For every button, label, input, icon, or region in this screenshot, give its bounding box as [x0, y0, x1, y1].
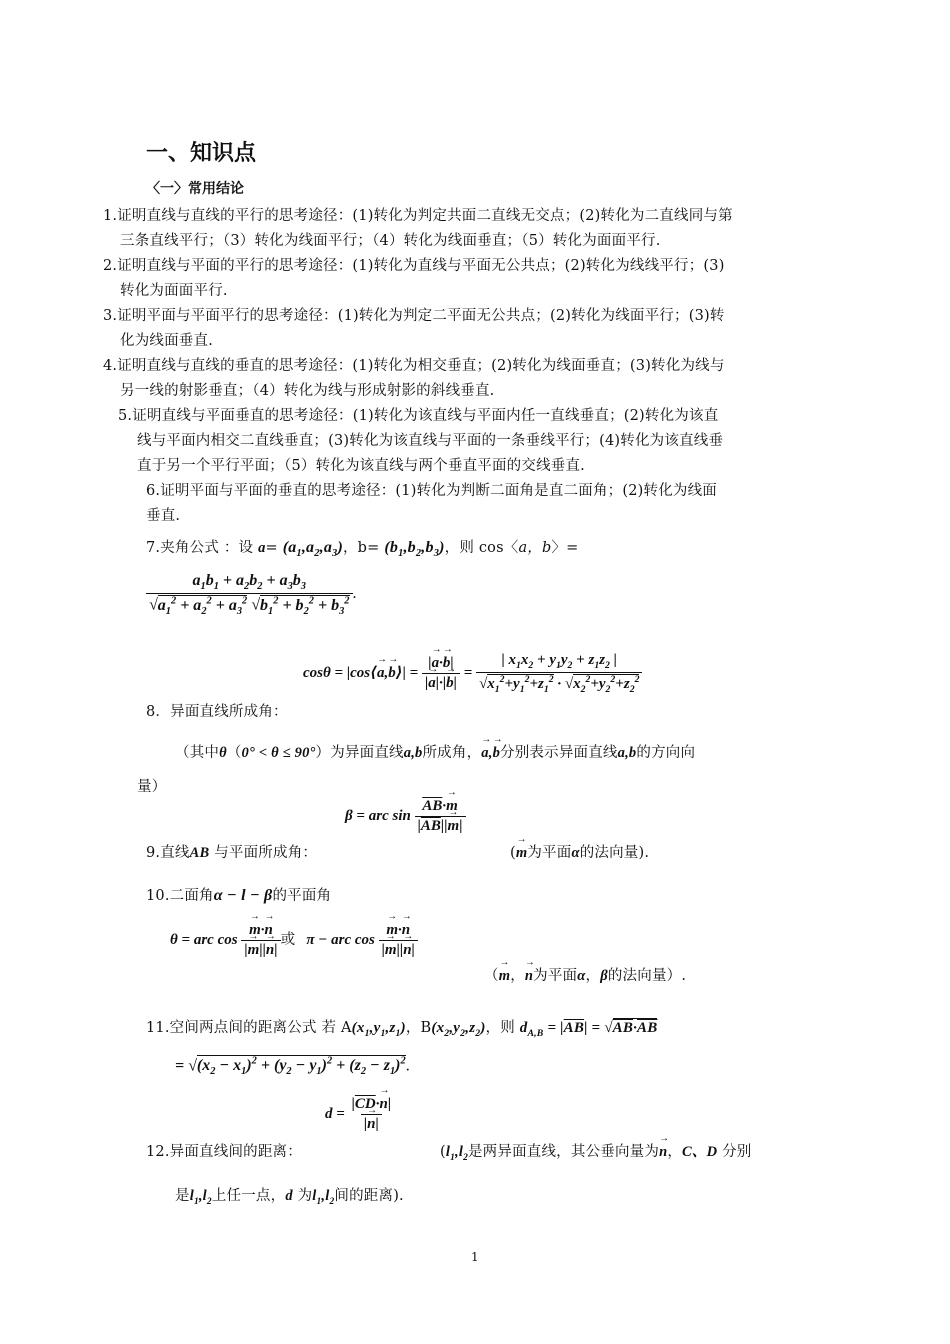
item-12-note: ($l_1,l_2$是两异面直线，其公垂向量为→ n，C、D 分别	[440, 1140, 752, 1163]
item-10-note: （→ m，→ n为平面α，β的法向量）.	[484, 964, 686, 985]
angle-formula: cosθ = |cos⟨→ a,→ b⟩| = $\frac{|\to a\cdot\to b|}{|\to a|\cdot|\to b|}$ = $\frac{| x_1x_2 + y_1y_2 + z_1z_2 |}{√x_1^2+y_1^2+z_1^2 \cdot √x_2^2+y_2^2+z_2^2}$	[303, 652, 642, 695]
item-7-line: 7.夹角公式 ：设 $a= (a_1,a_2,a_3)$，$b= (b_1,b_2,b_3)$，则 cos〈a，b〉=	[146, 539, 579, 560]
item-9-note: (→ m为平面α的法向量).	[510, 841, 649, 862]
item-6-line2: 垂直.	[146, 508, 181, 524]
item-9-line: 9.直线AB 与平面所成角：	[146, 845, 318, 861]
item-2-line2: 转化为面面平行.	[120, 283, 228, 299]
section-heading: 〈一〉常用结论	[146, 181, 244, 197]
item-3-line1: 3.证明平面与平面平行的思考途径：(1)转化为判定二平面无公共点；(2)转化为线面平行；(3)转	[103, 308, 725, 324]
cos-formula: $\frac{a_1b_1 + a_2b_2 + a_3b_3}{√a_1^2 + a_2^2 + a_3^2 √b_1^2 + b_2^2 + b_3^2}$ .	[146, 572, 357, 617]
item-10-line: 10.二面角α − l − β的平面角	[146, 887, 332, 904]
item-5-line3: 直于另一个平行平面；（5）转化为该直线与两个垂直平面的交线垂直.	[137, 458, 585, 474]
dihedral-formula: θ = arc cos → $\frac{m\cdot\to n}{|\to m||\to n|}$ 或 π − arc cos → $\frac{m\cdot\to n}{|\to m||\to n|}$	[170, 922, 418, 959]
line-plane-angle-formula: β = arc sin $\frac{\overline{AB}\cdot\to m}{|\overline{AB}||\to m|}$	[345, 798, 466, 835]
item-12-label: 12.异面直线间的距离：	[146, 1144, 302, 1160]
item-6-line1: 6.证明平面与平面的垂直的思考途径：(1)转化为判断二面角是直二面角；(2)转化为线面	[146, 483, 718, 499]
item-11-line: 11.空间两点间的距离公式 若 $A(x_1,y_1,z_1)$，$B(x_2,y_2,z_2)$，则 $d_{A,B} = |\overline{AB}| = √AB\cdot\overline{AB}$	[146, 1020, 658, 1039]
item-8-note-tail: 量）	[137, 779, 167, 795]
item-5-line1: 5.证明直线与平面垂直的思考途径：(1)转化为该直线与平面内任一直线垂直；(2)转化为该直	[118, 408, 719, 424]
distance-formula: = $√(x_2 - x_1)^2 + (y_2 - y_1)^2 + (z_2 - z_1)^2$.	[175, 1056, 410, 1078]
skew-distance-formula: d = $\frac{|\overline{CD}\cdot\to n|}{|\to n|}$	[325, 1096, 394, 1133]
item-1-line1: 1.证明直线与直线的平行的思考途径：(1)转化为判定共面二直线无交点；(2)转化为二直线同与第	[103, 208, 733, 224]
item-1-line2: 三条直线平行；（3）转化为线面平行；（4）转化为线面垂直；（5）转化为面面平行.	[120, 233, 661, 249]
item-8-label: 8．异面直线所成角：	[146, 704, 288, 720]
page-title: 一、知识点	[146, 141, 257, 166]
vector-a-coords: $(a_1,a_2,a_3)$	[282, 539, 343, 560]
item-3-line2: 化为线面垂直.	[120, 333, 214, 349]
item-8-note: （其中θ（0° < θ ≤ 90°）为异面直线a,b所成角，→ a,→ b分别表示异面直线a,b的方向向	[175, 741, 695, 762]
item-4-line2: 另一线的射影垂直；（4）转化为线与形成射影的斜线垂直.	[120, 383, 495, 399]
item-5-line2: 线与平面内相交二直线垂直；(3)转化为该直线与平面的一条垂线平行；(4)转化为该直线垂	[137, 433, 724, 449]
item-12-line2: 是$l_1,l_2$上任一点，d 为$l_1,l_2$间的距离).	[175, 1188, 404, 1207]
item-4-line1: 4.证明直线与直线的垂直的思考途径：(1)转化为相交垂直；(2)转化为线面垂直；(3)转化为线与	[103, 358, 725, 374]
item-2-line1: 2.证明直线与平面的平行的思考途径：(1)转化为直线与平面无公共点；(2)转化为线线平行；(3)	[103, 258, 725, 274]
page-number: 1	[471, 1250, 479, 1264]
vector-b-coords: $(b_1,b_2,b_3)$	[384, 539, 445, 560]
